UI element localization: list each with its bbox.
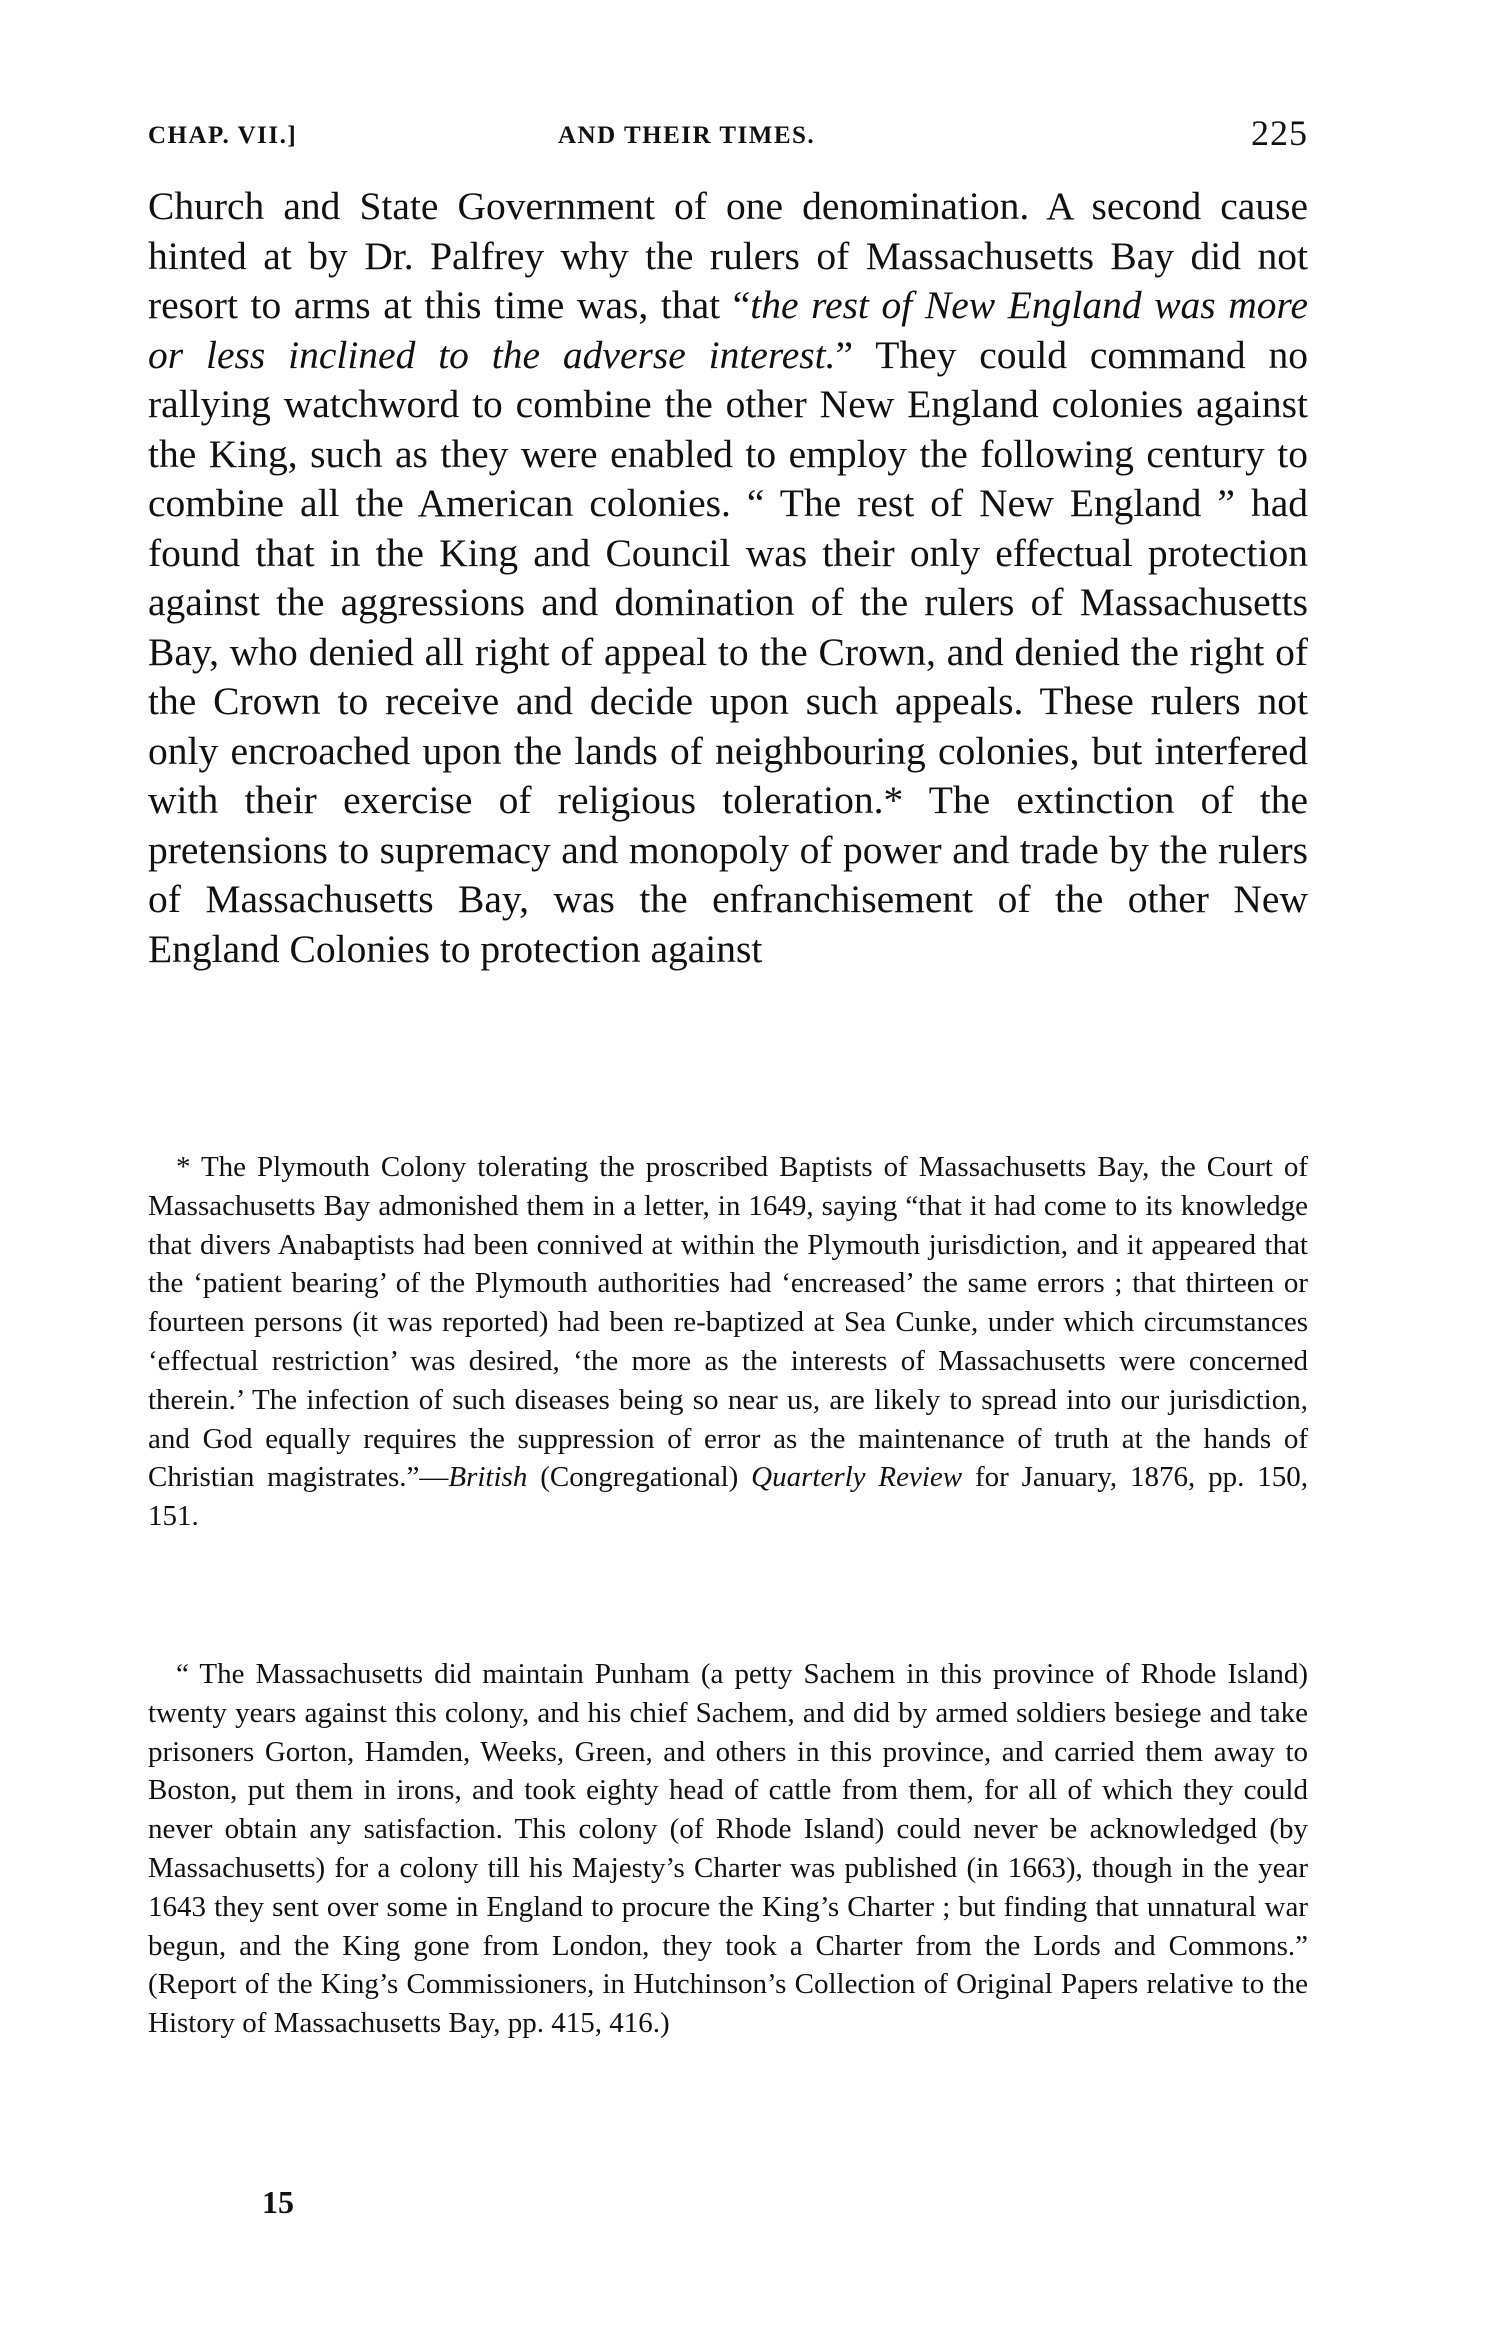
footnote-2: “ The Massachusetts did maintain Punham (a petty Sachem in this province of Rhode Island) twenty years against this colony, and his chief Sachem, and did by armed soldiers besiege and take prisoners Gorton, Hamden, Weeks, Green, and others in this province, and carried them away to Boston, put them in irons, and took eighty head of cattle from them, for all of which they could never obtain any satisfaction. This colony (of Rhode Island) could never be acknowledged (by Massachusetts) for a colony till his Majesty’s Charter was published (in 1663), though in the year 1643 they sent over some in England to procure the King’s Charter ; but finding that unnatural war begun, and the King gone from London, they took a Charter from the Lords and Commons.” (Report of the King’s Commissioners, in Hutchinson’s Collection of Original Papers relative to the History of Massachusetts Bay, pp. 415, 416.)	[148, 1658, 1308, 2040]
footnote-1-text: * The Plymouth Colony tolerating the proscribed Baptists of Massachusetts Bay, the Court of Massachusetts Bay admonished them in a letter, in 1649, saying “that it had come to its knowledge that divers Anabaptists had been connived at within the Plymouth jurisdiction, and it appeared that the ‘patient bearing’ of the Plymouth authorities had ‘encreased’ the same errors ; that thirteen or fourteen persons (it was reported) had been re-baptized at Sea Cunke, under which circumstances ‘effectual restriction’ was desired, ‘the more as the interests of Massachusetts were concerned therein.’ The infection of such diseases being so near us, are likely to spread into our jurisdiction, and God equally requires the suppression of error as the maintenance of truth at the hands of Christian magistrates.”—	[148, 1151, 1308, 1494]
page-number: 225	[1251, 113, 1308, 153]
footnote-1-italic-british: British	[448, 1461, 528, 1494]
footnote-1-text-3: for January, 1876, pp. 150, 151.	[148, 1461, 1308, 1533]
body-text-1: Church and State Government of one denomination. A second cause hinted at by Dr. Palfrey why the rulers of Massachusetts Bay did not resort to arms at this time was, that “	[148, 184, 1308, 327]
body-paragraph	[148, 182, 1308, 974]
running-title: AND THEIR TIMES.	[558, 122, 816, 149]
body-text-2: ” They could command no rallying watchword to combine the other New England colonies against the King, such as they were enabled to employ the following century to combine all the American colonies. “ The rest of New England ” had found that in the King and Council was their only effectual protection against the aggressions and domination of the rulers of Massachusetts Bay, who denied all right of appeal to the Crown, and denied the right of the Crown to receive and decide upon such appeals. These rulers not only encroached upon the lands of neighbouring colonies, but interfered with their exercise of religious toleration.* The extinction of the pretensions to supremacy and monopoly of power and trade by the rulers of Massachusetts Bay, was the enfranchisement of the other New England Colonies to protection against	[148, 332, 1308, 971]
footnote-1	[148, 1148, 1308, 1536]
signature-mark: 15	[262, 2184, 294, 2220]
footnote-1-text-2: (Congregational)	[527, 1461, 752, 1494]
body-quote-italic: the rest of New England was more or less inclined to the adverse interest.	[148, 283, 1308, 377]
running-header	[148, 112, 1308, 160]
footnote-1-italic-review: Quarterly Review	[751, 1461, 963, 1494]
chapter-label: CHAP. VII.]	[148, 122, 298, 149]
